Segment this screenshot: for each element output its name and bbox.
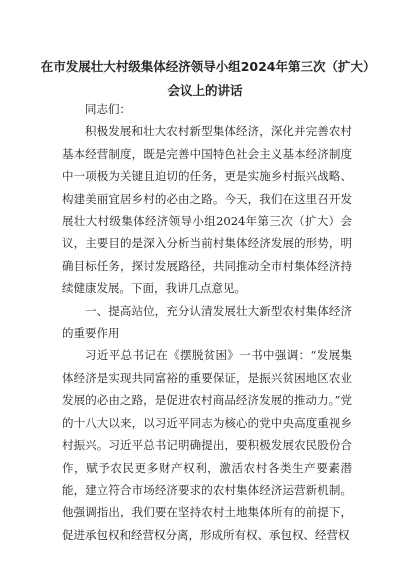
paragraph-intro: 积极发展和壮大农村新型集体经济，深化并完善农村基本经营制度，既是完善中国特色社会主义基本经济制度中一项极为关键且迫切的任务，更是实施乡村振兴战略、构建美丽宜居乡村的必由之路。今天，我们在这里召开发展壮大村级集体经济领导小组2024年第三次（扩大）会议，主要目的是深入分析当前村集体经济发展的形势，明确目标任务，探讨发展路径，共同推动全市村集体经济持续健康发展。下面，我讲几点意见。: [62, 124, 352, 296]
section-heading-1: 一、提高站位，充分认清发展壮大新型农村集体经济的重要作用: [62, 303, 352, 341]
paragraph-section-1: 习近平总书记在《摆脱贫困》一书中强调：“发展集体经济是实现共同富裕的重要保证，是振兴贫困地区农业发展的必由之路，是促进农村商品经济发展的推动力。”党的十八大以来，以习近平同志为核心的党中央高度重视乡村振兴。习近平总书记明确提出，要积极发展农民股份合作，赋予农民更多财产权利，激活农村各类生产要素潜能，建立符合市场经济要求的农村集体经济运营新机制。他强调指出，我们要在坚持农村土地集体所有的前提下，促进承包权和经营权分离，形成所有权、承包权、经营权: [62, 348, 352, 542]
document-title: 在市发展壮大村级集体经济领导小组2024年第三次（扩大）会议上的讲话: [40, 59, 370, 98]
document-body: [62, 98, 352, 546]
salutation: 同志们：: [85, 102, 131, 116]
